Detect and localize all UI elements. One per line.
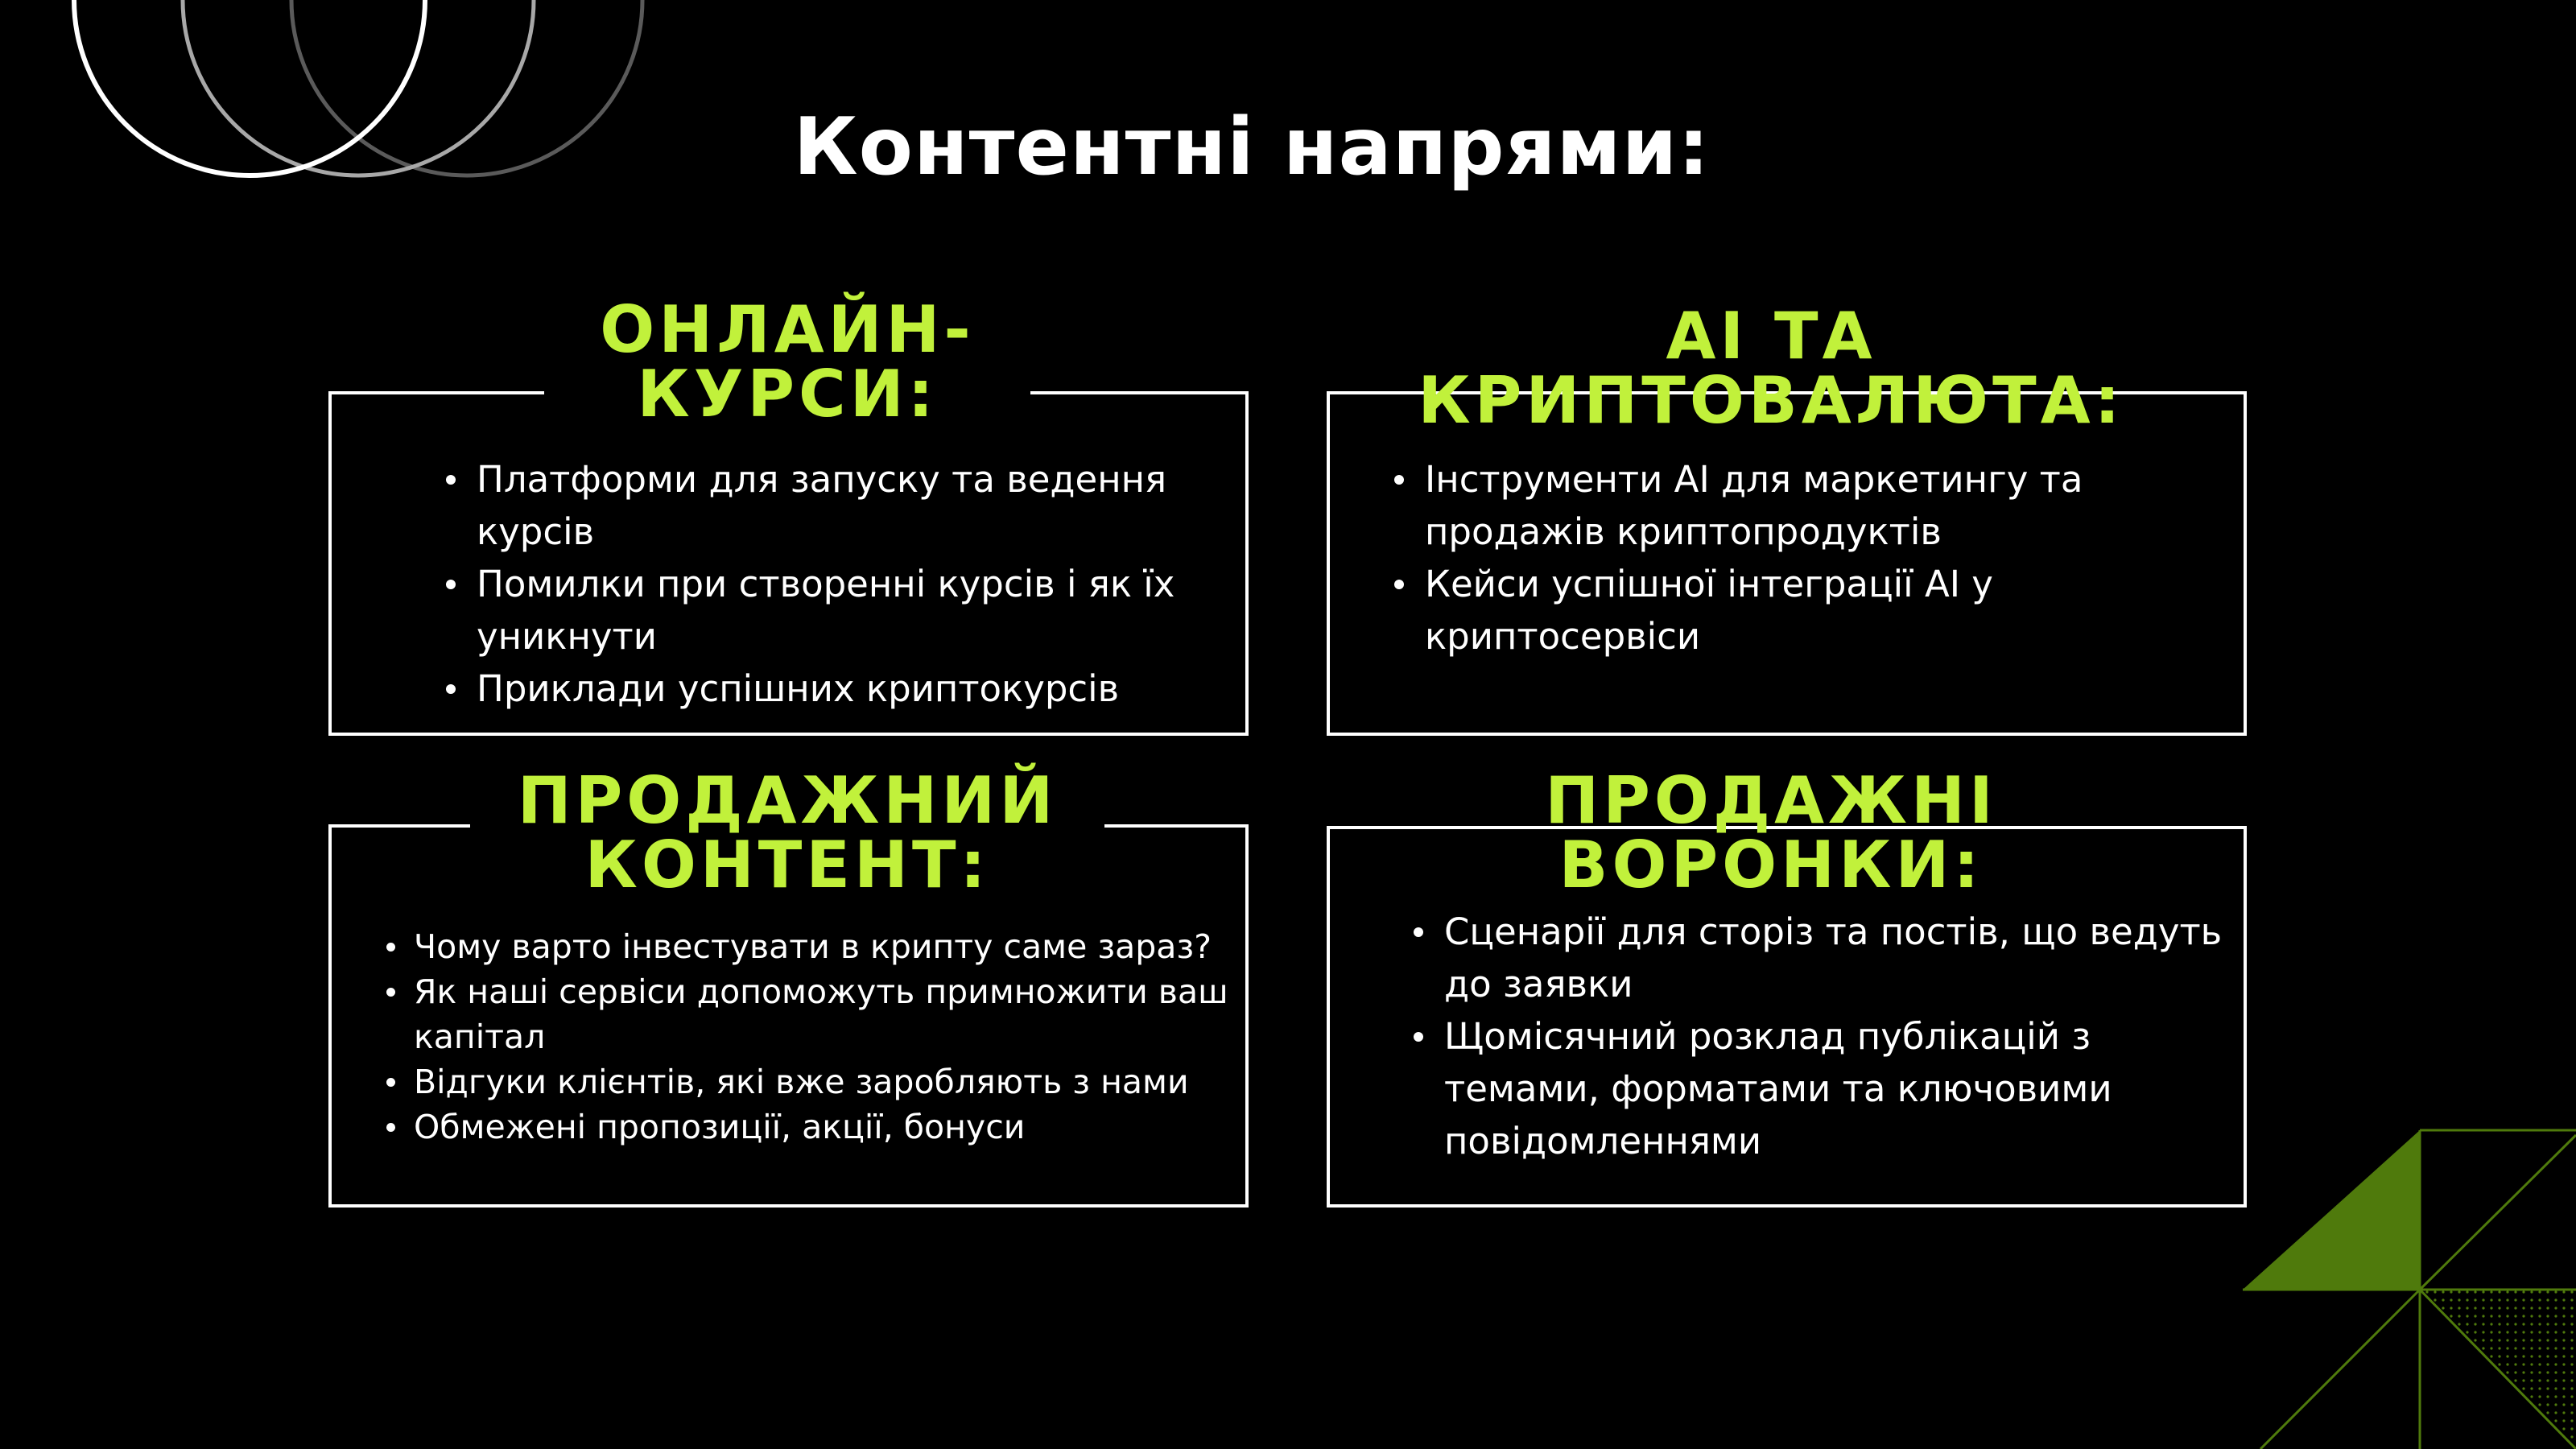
card-sales-funnels-heading-line2: ВОРОНКИ: bbox=[1558, 828, 1984, 902]
list-item: Відгуки клієнтів, які вже заробляють з нами bbox=[414, 1059, 1259, 1104]
card-sales-content-heading-line1: ПРОДАЖНИЙ bbox=[517, 763, 1058, 838]
card-online-courses-heading-line1: ОНЛАЙН- bbox=[600, 292, 975, 367]
card-online-courses-heading bbox=[544, 294, 1030, 431]
list-item: Обмежені пропозиції, акції, бонуси bbox=[414, 1104, 1259, 1150]
card-ai-crypto-heading-line2: КРИПТОВАЛЮТА: bbox=[1418, 363, 2124, 438]
page-title: Контентні напрями: bbox=[793, 101, 1711, 193]
list-item: Як наші сервіси допоможуть примножити ваш капітал bbox=[414, 969, 1259, 1059]
card-online-courses-heading-line2: КУРСИ: bbox=[637, 357, 938, 431]
card-ai-crypto-list bbox=[1388, 453, 2246, 663]
list-item: Приклади успішних криптокурсів bbox=[477, 663, 1233, 715]
card-sales-content-heading-line2: КОНТЕНТ: bbox=[584, 828, 990, 902]
list-item: Помилки при створенні курсів і як їх уникнути bbox=[477, 558, 1233, 663]
list-item: Сценарії для сторіз та постів, що ведуть до заявки bbox=[1444, 906, 2249, 1010]
card-sales-funnels-heading bbox=[1513, 763, 2029, 902]
list-item: Кейси успішної інтеграції AI у криптосервіси bbox=[1425, 558, 2246, 663]
list-item: Щомісячний розклад публікацій з темами, форматами та ключовими повідомленнями bbox=[1444, 1010, 2249, 1167]
card-sales-funnels-list bbox=[1407, 906, 2249, 1167]
card-ai-crypto-heading-line1: AI ТА bbox=[1666, 299, 1876, 374]
card-sales-content-heading bbox=[470, 763, 1104, 902]
card-ai-crypto-heading bbox=[1417, 299, 2125, 438]
list-item: Платформи для запуску та ведення курсів bbox=[477, 453, 1233, 558]
card-sales-content-list bbox=[382, 924, 1259, 1150]
card-online-courses-list bbox=[440, 453, 1233, 715]
card-sales-funnels-heading-line1: ПРОДАЖНІ bbox=[1545, 763, 1997, 838]
list-item: Інструменти AI для маркетингу та продажів криптопродуктів bbox=[1425, 453, 2246, 558]
list-item: Чому варто інвестувати в крипту саме зараз? bbox=[414, 924, 1259, 969]
triangle-grid-decoration bbox=[2238, 1119, 2576, 1449]
